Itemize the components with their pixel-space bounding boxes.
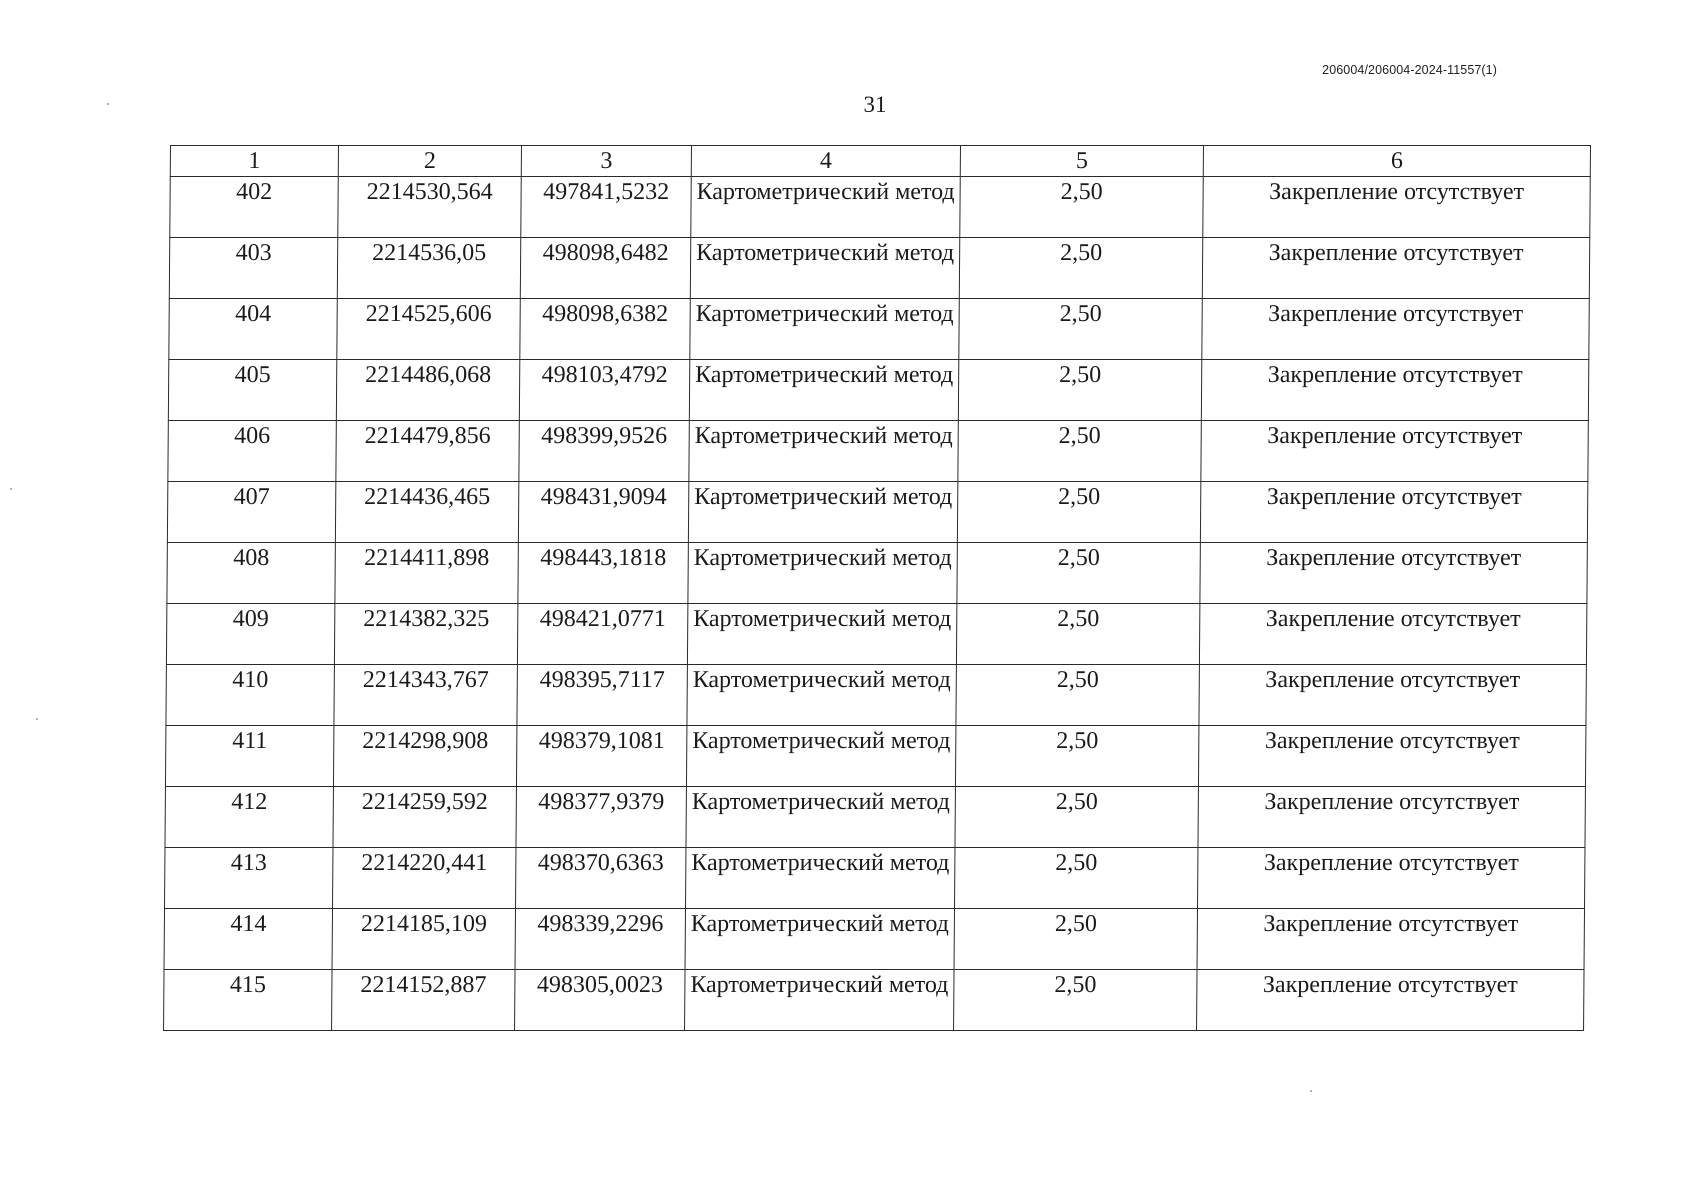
x-coordinate-cell: 2214530,564 <box>338 177 521 238</box>
accuracy-cell: 2,50 <box>957 543 1200 604</box>
method-cell: Картометрический метод <box>690 299 959 360</box>
method-cell: Картометрический метод <box>686 848 955 909</box>
method-cell: Картометрический метод <box>685 970 954 1031</box>
y-coordinate-cell: 498395,7117 <box>517 665 687 726</box>
x-coordinate-cell: 2214343,767 <box>334 665 517 726</box>
method-cell: Картометрический метод <box>685 909 954 970</box>
y-coordinate-cell: 498098,6482 <box>520 238 690 299</box>
accuracy-cell: 2,50 <box>958 360 1201 421</box>
accuracy-cell: 2,50 <box>958 421 1201 482</box>
x-coordinate-cell: 2214411,898 <box>335 543 518 604</box>
table-row <box>164 970 1584 1031</box>
fixing-description-cell: Закрепление отсутствует <box>1199 604 1586 665</box>
method-cell: Картометрический метод <box>688 543 957 604</box>
method-cell: Картометрический метод <box>686 726 955 787</box>
table-row <box>166 604 1586 665</box>
page-number: 31 <box>863 92 887 117</box>
table-body <box>164 177 1591 1031</box>
point-cell: 409 <box>166 604 334 665</box>
table-row <box>168 421 1588 482</box>
coordinates-table-wrapper <box>163 145 1590 1031</box>
x-coordinate-cell: 2214185,109 <box>332 909 515 970</box>
column-header: 3 <box>521 146 691 177</box>
fixing-description-cell: Закрепление отсутствует <box>1200 543 1587 604</box>
method-cell: Картометрический метод <box>688 482 957 543</box>
y-coordinate-cell: 498305,0023 <box>515 970 685 1031</box>
point-cell: 410 <box>166 665 334 726</box>
fixing-description-cell: Закрепление отсутствует <box>1202 299 1589 360</box>
x-coordinate-cell: 2214525,606 <box>337 299 520 360</box>
method-cell: Картометрический метод <box>686 787 955 848</box>
method-cell: Картометрический метод <box>687 665 956 726</box>
fixing-description-cell: Закрепление отсутствует <box>1198 848 1585 909</box>
table-row <box>165 726 1585 787</box>
accuracy-cell: 2,50 <box>955 848 1198 909</box>
y-coordinate-cell: 497841,5232 <box>521 177 691 238</box>
x-coordinate-cell: 2214298,908 <box>333 726 516 787</box>
x-coordinate-cell: 2214536,05 <box>337 238 520 299</box>
y-coordinate-cell: 498421,0771 <box>517 604 687 665</box>
fixing-description-cell: Закрепление отсутствует <box>1203 177 1590 238</box>
table-row <box>170 177 1590 238</box>
point-cell: 411 <box>165 726 333 787</box>
fixing-description-cell: Закрепление отсутствует <box>1202 238 1589 299</box>
fixing-description-cell: Закрепление отсутствует <box>1197 970 1584 1031</box>
x-coordinate-cell: 2214382,325 <box>334 604 517 665</box>
table-header-row <box>170 146 1590 177</box>
point-cell: 408 <box>167 543 335 604</box>
table-row <box>169 299 1589 360</box>
accuracy-cell: 2,50 <box>955 726 1198 787</box>
table-row <box>168 360 1588 421</box>
y-coordinate-cell: 498443,1818 <box>518 543 688 604</box>
x-coordinate-cell: 2214259,592 <box>333 787 516 848</box>
y-coordinate-cell: 498431,9094 <box>518 482 688 543</box>
method-cell: Картометрический метод <box>691 177 960 238</box>
table-row <box>167 482 1587 543</box>
table-row <box>164 909 1584 970</box>
scan-speck <box>107 103 109 105</box>
x-coordinate-cell: 2214436,465 <box>335 482 518 543</box>
fixing-description-cell: Закрепление отсутствует <box>1201 421 1588 482</box>
column-header: 5 <box>960 146 1203 177</box>
table-row <box>166 665 1586 726</box>
fixing-description-cell: Закрепление отсутствует <box>1198 726 1585 787</box>
accuracy-cell: 2,50 <box>955 787 1198 848</box>
y-coordinate-cell: 498098,6382 <box>520 299 690 360</box>
table-row <box>169 238 1589 299</box>
point-cell: 413 <box>165 848 333 909</box>
y-coordinate-cell: 498377,9379 <box>516 787 686 848</box>
point-cell: 415 <box>164 970 332 1031</box>
fixing-description-cell: Закрепление отсутствует <box>1199 665 1586 726</box>
scan-speck <box>1310 1090 1312 1092</box>
point-cell: 407 <box>167 482 335 543</box>
point-cell: 403 <box>169 238 337 299</box>
y-coordinate-cell: 498399,9526 <box>519 421 689 482</box>
table-row <box>167 543 1587 604</box>
point-cell: 414 <box>164 909 332 970</box>
accuracy-cell: 2,50 <box>954 909 1197 970</box>
x-coordinate-cell: 2214479,856 <box>336 421 519 482</box>
point-cell: 406 <box>168 421 336 482</box>
coordinates-table <box>163 145 1591 1031</box>
y-coordinate-cell: 498379,1081 <box>516 726 686 787</box>
table-row <box>165 787 1585 848</box>
accuracy-cell: 2,50 <box>956 604 1199 665</box>
point-cell: 412 <box>165 787 333 848</box>
accuracy-cell: 2,50 <box>959 238 1202 299</box>
method-cell: Картометрический метод <box>687 604 956 665</box>
accuracy-cell: 2,50 <box>954 970 1197 1031</box>
table-row <box>165 848 1585 909</box>
x-coordinate-cell: 2214486,068 <box>336 360 519 421</box>
accuracy-cell: 2,50 <box>959 299 1202 360</box>
method-cell: Картометрический метод <box>689 421 958 482</box>
x-coordinate-cell: 2214220,441 <box>333 848 516 909</box>
accuracy-cell: 2,50 <box>956 665 1199 726</box>
method-cell: Картометрический метод <box>690 238 959 299</box>
scan-speck <box>10 488 12 490</box>
fixing-description-cell: Закрепление отсутствует <box>1201 360 1588 421</box>
point-cell: 402 <box>170 177 338 238</box>
fixing-description-cell: Закрепление отсутствует <box>1200 482 1587 543</box>
point-cell: 405 <box>168 360 336 421</box>
y-coordinate-cell: 498370,6363 <box>516 848 686 909</box>
column-header: 2 <box>338 146 521 177</box>
accuracy-cell: 2,50 <box>957 482 1200 543</box>
column-header: 1 <box>170 146 338 177</box>
scan-speck <box>36 718 38 720</box>
point-cell: 404 <box>169 299 337 360</box>
y-coordinate-cell: 498339,2296 <box>515 909 685 970</box>
fixing-description-cell: Закрепление отсутствует <box>1198 787 1585 848</box>
x-coordinate-cell: 2214152,887 <box>332 970 515 1031</box>
accuracy-cell: 2,50 <box>960 177 1203 238</box>
column-header: 4 <box>691 146 960 177</box>
column-header: 6 <box>1203 146 1590 177</box>
fixing-description-cell: Закрепление отсутствует <box>1197 909 1584 970</box>
document-id: 206004/206004-2024-11557(1) <box>1322 63 1497 77</box>
method-cell: Картометрический метод <box>689 360 958 421</box>
y-coordinate-cell: 498103,4792 <box>519 360 689 421</box>
